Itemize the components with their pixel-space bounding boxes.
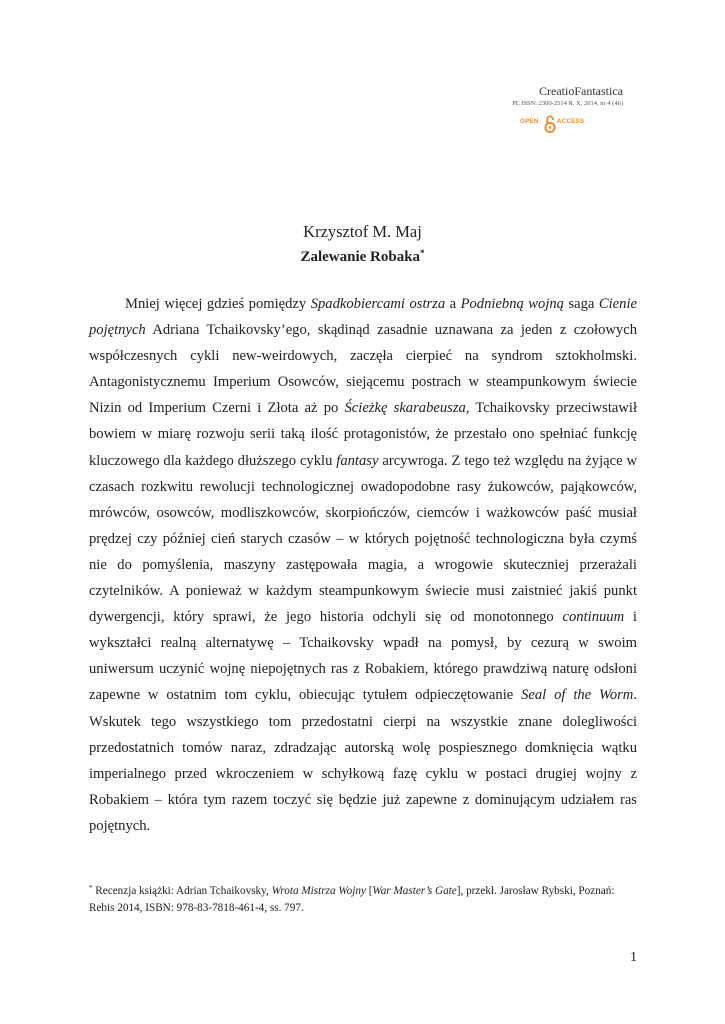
body-text-run: a xyxy=(445,296,461,312)
footnote xyxy=(89,880,637,917)
open-access-open-label: OPEN xyxy=(520,119,539,125)
journal-name: CreatioFantastica xyxy=(539,84,623,98)
footnote-italic-run: War Master’s Gate xyxy=(372,885,457,897)
open-access-access-label: ACCESS xyxy=(557,119,585,125)
page-number: 1 xyxy=(630,950,637,965)
open-access-badge xyxy=(520,114,620,134)
body-italic-run: Ścieżkę skarabeusza xyxy=(344,400,466,417)
article-author: Krzysztof M. Maj xyxy=(303,222,422,241)
open-access-lock-icon xyxy=(544,114,556,134)
footnote-italic-run: Wrota Mistrza Wojny xyxy=(271,885,366,897)
issn-line: PL ISSN: 2300-2514 R. X, 2014, nr 4 (46) xyxy=(512,100,623,107)
footnote-marker[interactable]: * xyxy=(420,248,425,258)
body-text-run: Adriana Tchaikovsky’ego, skądinąd zasadnie uznawana za jeden z czołowych współczesnych cykli new-weirdowych, zaczęła cierpieć na syndrom sztokholmski. Antagonistycznemu Imperium Osowców, siejącemu postrach w steampunkowym świecie Nizin od Imperium Czerni i Złota aż po xyxy=(89,322,637,417)
article-title xyxy=(0,248,725,266)
body-italic-run: Cienie pojętnych xyxy=(89,296,637,339)
body-text-run: saga xyxy=(563,296,599,312)
journal-masthead xyxy=(423,84,623,125)
article-body xyxy=(89,291,637,839)
body-italic-run: continuum xyxy=(562,609,625,626)
body-paragraph xyxy=(89,291,637,839)
footnote-text-run: Recenzja książki: Adrian Tchaikovsky, xyxy=(92,885,272,897)
body-italic-run: Podniebną wojną xyxy=(460,296,564,312)
body-text-run: Mniej więcej gdzieś pomiędzy xyxy=(125,296,311,312)
body-italic-run: Spadkobiercami ostrza xyxy=(310,296,446,312)
article-title-text: Zalewanie Robaka xyxy=(300,249,421,265)
body-text-run: , Tchaikovsky przeciwstawił bowiem w miarę rozwoju serii taką ilość protagonistów, że przestało ono spełniać funkcję kluczowego dla każdego dłuższego cyklu xyxy=(89,400,638,469)
body-text-run: i wykształci realną alternatywę – Tchaikovsky wpadł na pomysł, by cezurą w swoim uniwersum uczynić wojnę niepojętnych ras z Robakiem, którego prawdziwą naturę odsłoni zapewne w ostatnim tom cyklu, obiecując tytułem odpieczętowanie xyxy=(89,609,637,704)
body-text-run: . Wskutek tego wszystkiego tom przedostatni cierpi na wszystkie znane dolegliwości przedostatnich tomów naraz, zdradzając autorską wolę pospiesznego domknięcia wątku imperialnego przed wkroczeniem w schyłkową fazę cyklu w postaci drugiej wojny z Robakiem – która tym razem toczyć się będzie już zapewne z dominującym udziałem ras pojętnych. xyxy=(89,687,638,834)
footnote-text-run: [ xyxy=(365,885,373,897)
body-italic-run: Seal of the Worm xyxy=(521,687,634,704)
footnote-text-run: ], przekł. Jarosław Rybski, Poznań: Rebis 2014, ISBN: 978-83-7818-461-4, ss. 797. xyxy=(89,885,615,914)
body-text-run: arcywroga. Z tego też względu na żyjące w czasach rozkwitu rewolucji technologicznej owadopodobne rasy żukowców, pająkowców, mrówców, osowców, modliszkowców, skorpiończów, ciemców i ważkowców paść musiał prędzej czy później cień starych czasów – w których pojętność technologiczna była czymś nie do pomyślenia, maszyny zastępowała magia, a wrogowie skuteczniej przerażali czytelników. A ponieważ w każdym steampunkowym świecie musi zaistnieć jakiś punkt dywergencji, który sprawi, że jego historia odchyli się od monotonnego xyxy=(89,452,638,626)
footnote-marker: * xyxy=(89,884,93,892)
body-italic-run: fantasy xyxy=(336,452,379,469)
